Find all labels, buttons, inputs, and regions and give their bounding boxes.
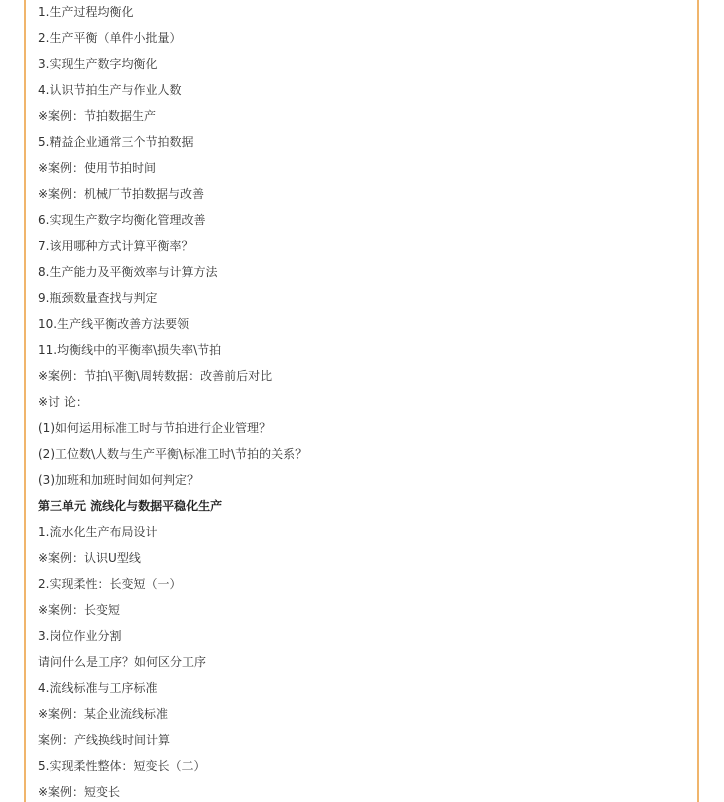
outline-line: ※案例：使用节拍时间	[38, 161, 157, 175]
outline-line: 请问什么是工序？如何区分工序	[38, 655, 207, 669]
outline-line: 2.实现柔性：长变短（一）	[38, 577, 182, 591]
outline-line: ※讨 论：	[38, 395, 88, 409]
section-heading: 第三单元 流线化与数据平稳化生产	[38, 499, 223, 513]
outline-line: ※案例：某企业流线标准	[38, 707, 169, 721]
outline-line: (1)如何运用标准工时与节拍进行企业管理？	[38, 421, 271, 435]
outline-line: 1.流水化生产布局设计	[38, 525, 158, 539]
outline-line: 10.生产线平衡改善方法要领	[38, 317, 190, 331]
outline-line: 7.该用哪种方式计算平衡率？	[38, 239, 194, 253]
outline-line: 4.认识节拍生产与作业人数	[38, 83, 182, 97]
outline-line: 8.生产能力及平衡效率与计算方法	[38, 265, 218, 279]
outline-line: 案例：产线换线时间计算	[38, 733, 171, 747]
outline-line: 9.瓶颈数量查找与判定	[38, 291, 158, 305]
outline-line: 5.精益企业通常三个节拍数据	[38, 135, 194, 149]
outline-line: ※案例：节拍\平衡\周转数据：改善前后对比	[38, 369, 273, 383]
outline-line: (2)工位数\人数与生产平衡\标准工时\节拍的关系？	[38, 447, 308, 461]
outline-line: 3.实现生产数字均衡化	[38, 57, 158, 71]
outline-line: 4.流线标准与工序标准	[38, 681, 158, 695]
outline-line: ※案例：长变短	[38, 603, 121, 617]
outline-line: 6.实现生产数字均衡化管理改善	[38, 213, 206, 227]
outline-line: 5.实现柔性整体：短变长（二）	[38, 759, 206, 773]
outline-line: (3)加班和加班时间如何判定？	[38, 473, 199, 487]
outline-line: 2.生产平衡（单件小批量）	[38, 31, 182, 45]
outline-line: ※案例：短变长	[38, 785, 121, 799]
outline-line: 3.岗位作业分割	[38, 629, 122, 643]
outline-line: ※案例：认识U型线	[38, 551, 141, 565]
outline-line: ※案例：节拍数据生产	[38, 109, 157, 123]
outline-line: 11.均衡线中的平衡率\损失率\节拍	[38, 343, 222, 357]
outline-line: 1.生产过程均衡化	[38, 5, 134, 19]
outline-line: ※案例：机械厂节拍数据与改善	[38, 187, 205, 201]
